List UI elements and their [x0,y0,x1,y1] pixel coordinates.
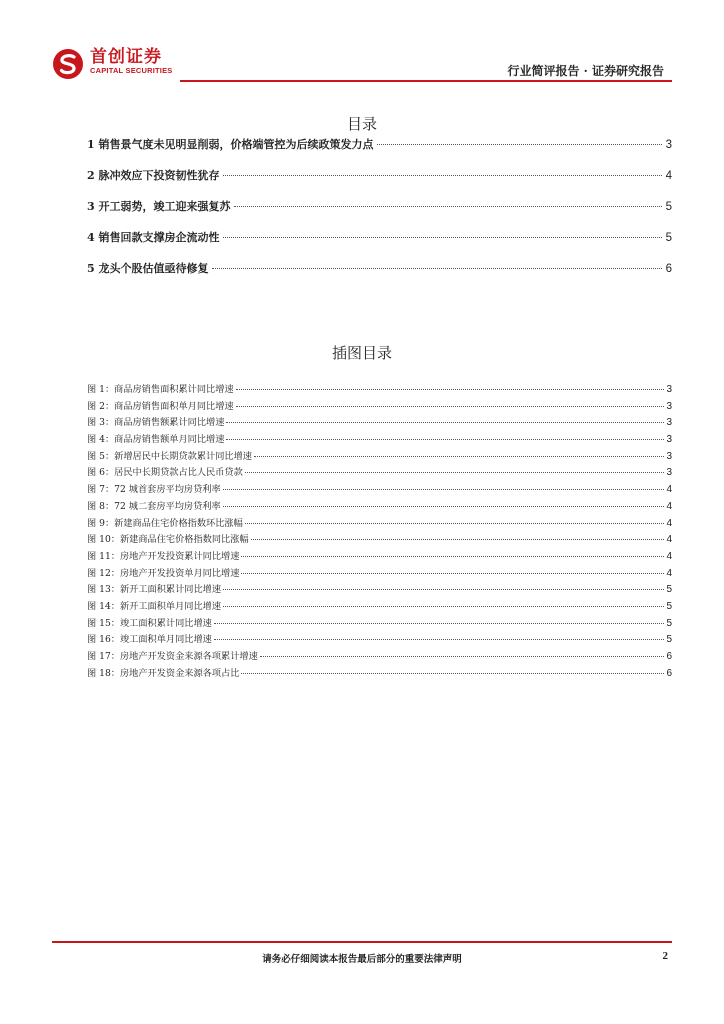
figure-entry[interactable] [87,598,672,615]
figure-entry-page: 5 [666,617,672,629]
figure-entry-label: 图 1：商品房销售面积累计同比增速 [87,384,234,395]
toc-leader-dots [234,206,661,207]
figure-leader-dots [241,556,664,557]
footer-divider [52,941,672,943]
figure-entry-page: 5 [666,600,672,612]
figure-leader-dots [223,506,665,507]
figure-entry-page: 5 [666,584,672,596]
figure-entry-label: 图 11：房地产开发投资累计同比增速 [87,550,240,562]
figure-entry-page: 4 [666,534,672,546]
toc-leader-dots [377,144,661,145]
figure-entry[interactable] [87,515,672,532]
toc-entry-page: 5 [665,232,672,244]
figure-entry[interactable] [87,381,672,398]
figure-entry-page: 3 [666,450,672,462]
logo-chinese-name: 首创证券 [90,47,162,67]
figure-leader-dots [245,472,665,473]
figure-entry[interactable] [87,648,672,665]
figure-entry-label: 图 8：72 城二套房平均房贷利率 [87,500,221,512]
figure-entry[interactable] [87,414,672,431]
page-number: 2 [662,950,668,962]
figure-entry-label: 图 3：商品房销售额累计同比增速 [87,417,225,429]
toc-leader-dots [223,237,661,238]
figure-entry-label: 图 10：新建商品住宅价格指数同比涨幅 [87,534,249,546]
figure-entry[interactable] [87,481,672,498]
figure-leader-dots [226,439,664,440]
figures-list [87,381,672,681]
figure-entry[interactable] [87,431,672,448]
figure-entry-page: 4 [666,517,672,529]
figure-entry-page: 5 [666,634,672,646]
toc-entry[interactable] [87,198,672,229]
figure-entry-page: 6 [666,667,672,679]
figure-entry-page: 4 [666,500,672,512]
figure-leader-dots [236,406,665,407]
figure-entry[interactable] [87,548,672,565]
figure-entry-label: 图 2：商品房销售面积单月同比增速 [87,400,234,412]
figure-entry-label: 图 15：竣工面积累计同比增速 [87,617,212,629]
figure-entry[interactable] [87,398,672,415]
figure-leader-dots [214,639,665,640]
figure-entry-page: 3 [666,417,672,429]
figure-entry[interactable] [87,631,672,648]
figure-entry-label: 图 4：商品房销售额单月同比增速 [87,434,225,446]
figure-entry-page: 4 [666,550,672,562]
figure-entry-page: 3 [666,400,672,412]
toc-leader-dots [223,175,661,176]
figure-entry-page: 3 [666,467,672,479]
figure-entry-label: 图 13：新开工面积累计同比增速 [87,584,222,596]
figure-leader-dots [236,389,665,390]
figure-entry-page: 4 [666,484,672,496]
toc-entry-label: 4 销售回款支撑房企流动性 [87,231,220,244]
figure-leader-dots [241,573,664,574]
toc-leader-dots [212,268,661,269]
figure-leader-dots [260,656,665,657]
figure-entry[interactable] [87,464,672,481]
toc-entry[interactable] [87,229,672,260]
toc-entry-label: 3 开工弱势，竣工迎来强复苏 [87,200,231,213]
toc-entry-label: 2 脉冲效应下投资韧性犹存 [87,169,220,182]
toc-entry-label: 5 龙头个股估值亟待修复 [87,262,209,275]
figure-entry[interactable] [87,531,672,548]
figure-entry-label: 图 18：房地产开发资金来源各项占比 [87,667,240,679]
figure-entry-label: 图 14：新开工面积单月同比增速 [87,600,222,612]
toc-entry[interactable] [87,167,672,198]
figure-entry[interactable] [87,448,672,465]
toc-entry[interactable] [87,260,672,291]
figures-list-title: 插图目录 [331,344,392,362]
toc-entry-page: 4 [665,170,672,182]
figure-entry-page: 3 [666,384,672,395]
page-header [52,48,672,84]
toc-entry[interactable] [87,136,672,167]
figure-entry-label: 图 5：新增居民中长期贷款累计同比增速 [87,450,252,462]
figure-entry-label: 图 12：房地产开发投资单月同比增速 [87,567,240,579]
figure-entry-label: 图 7：72 城首套房平均房贷利率 [87,484,221,496]
figure-entry-page: 6 [666,651,672,662]
logo-english-name: CAPITAL SECURITIES [90,66,173,75]
figure-entry-label: 图 17：房地产开发资金来源各项累计增速 [87,651,258,662]
figure-leader-dots [251,539,665,540]
figure-entry[interactable] [87,615,672,632]
figure-leader-dots [245,523,665,524]
figure-entry[interactable] [87,565,672,582]
footer-disclaimer: 请务必仔细阅读本报告最后部分的重要法律声明 [262,954,462,965]
toc-title: 目录 [346,115,377,133]
figure-leader-dots [223,606,664,607]
figure-entry[interactable] [87,665,672,682]
table-of-contents [87,136,672,291]
figure-entry-page: 3 [666,434,672,446]
toc-entry-page: 6 [665,263,672,275]
figure-leader-dots [223,489,665,490]
figure-leader-dots [223,589,664,590]
figure-entry[interactable] [87,581,672,598]
report-type-title: 行业简评报告 · 证券研究报告 [507,64,664,78]
capital-securities-logo-icon [52,48,84,80]
figure-leader-dots [254,456,664,457]
figure-leader-dots [226,422,664,423]
figure-entry-label: 图 16：竣工面积单月同比增速 [87,634,212,646]
figure-leader-dots [241,673,664,674]
figure-entry-label: 图 6：居民中长期贷款占比人民币贷款 [87,467,243,479]
figure-leader-dots [214,623,665,624]
toc-entry-page: 5 [665,201,672,213]
toc-entry-page: 3 [665,139,672,151]
company-logo [52,48,173,80]
figure-entry-label: 图 9：新建商品住宅价格指数环比涨幅 [87,517,243,529]
figure-entry[interactable] [87,498,672,515]
figure-entry-page: 4 [666,567,672,579]
toc-entry-label: 1 销售景气度未见明显削弱，价格端管控为后续政策发力点 [87,138,374,151]
header-divider [180,80,672,82]
